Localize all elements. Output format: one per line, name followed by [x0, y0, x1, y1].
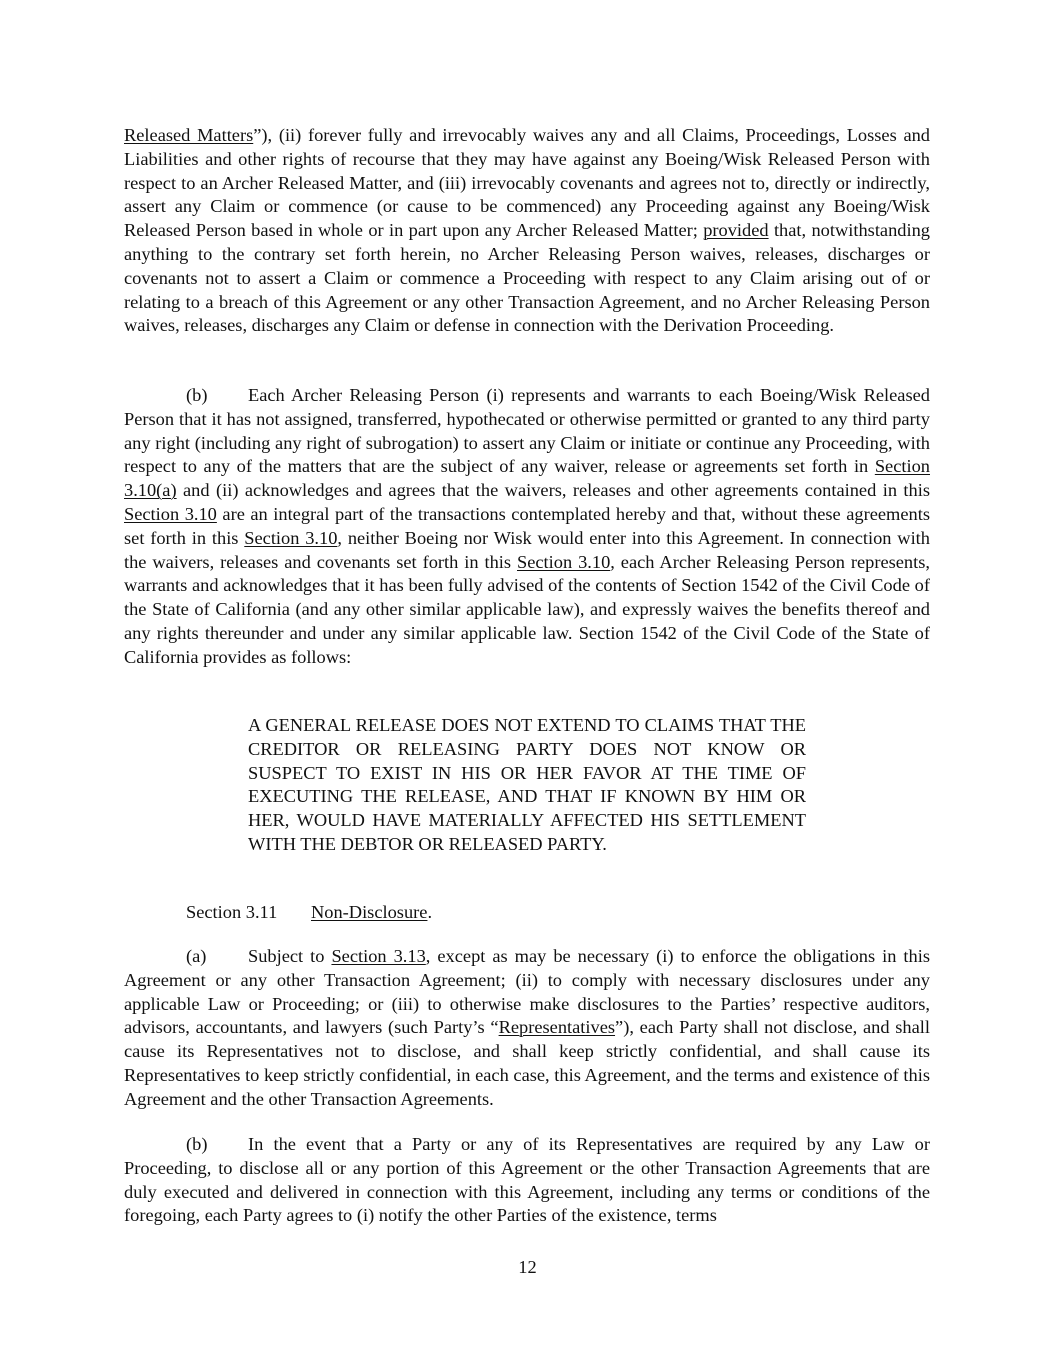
section-reference: Section 3.10	[124, 503, 217, 524]
civil-code-1542-quote: A GENERAL RELEASE DOES NOT EXTEND TO CLAIMS THAT THE CREDITOR OR RELEASING PARTY DOES NOT KNOW OR SUSPECT TO EXIST IN HIS OR HER FAVOR AT THE TIME OF EXECUTING THE RELEASE, AND THAT IF KNOWN BY HIM OR HER, WOULD HAVE MATERIALLY AFFECTED HIS SETTLEMENT WITH THE DEBTOR OR RELEASED PARTY.	[248, 715, 806, 854]
section-reference: Section 3.13	[331, 946, 426, 966]
paragraph-3-11-b: (b) In the event that a Party or any of its Representatives are required by any Law or Proceeding, to disclose all or any portion of this Agreement or the other Transaction Agreements that are duly executed and delivered in connection with this Agreement, including any terms or conditions of the foregoing, each Party agrees to (i) notify the other Parties of the existence, terms	[124, 1134, 930, 1226]
defined-term-representatives: Representatives	[498, 1017, 616, 1038]
section-reference: Section 3.10(a)	[124, 456, 930, 501]
page-number: 12	[518, 1257, 537, 1277]
clause-label: (b)	[186, 1134, 208, 1154]
section-reference: Section 3.10	[517, 551, 611, 572]
defined-term-released-matters: Released Matters	[124, 125, 254, 145]
section-heading: Section 3.11 Non-Disclosure.	[186, 901, 432, 925]
section-reference: Section 3.10	[244, 527, 338, 548]
paragraph-release-continued: Released Matters”), (ii) forever fully and irrevocably waives any and all Claims, Proceedings, Losses and Liabilities and other rights of recourse that they may have against any Boeing/Wisk Released Person with respect to an Archer Released Matter, and (iii) irrevocably covenants and agrees not to, directly or indirectly, assert any Claim or commence (or cause to be commenced) any Proceeding against any Boeing/Wisk Released Person based in whole or in part upon any Archer Released Matter; provided that, notwithstanding anything to the contrary set forth herein, no Archer Releasing Person waives, releases, discharges or covenants not to assert a Claim or commence a Proceeding with respect to any Claim arising out of or relating to a breach of this Agreement or any other Transaction Agreement, and no Archer Releasing Person waives, releases, discharges any Claim or defense in connection with the Derivation Proceeding.	[124, 125, 930, 336]
term-provided: provided	[703, 220, 769, 241]
section-number: Section 3.11	[186, 902, 278, 922]
clause-label: (a)	[186, 946, 207, 966]
clause-label: (b)	[186, 385, 208, 405]
paragraph-3-11-a: (a) Subject to Section 3.13, except as may be necessary (i) to enforce the obligations in this Agreement or any other Transaction Agreement; (ii) to comply with necessary disclosures under any applicable Law or Proceeding; or (iii) to otherwise make disclosures to the Parties’ respective auditors, advisors, accountants, and lawyers (such Party’s “Representatives”), each Party shall not disclose, and shall cause its Representatives not to disclose, and shall keep strictly confidential, and shall cause its Representatives to keep strictly confidential, in each case, this Agreement, and the terms and existence of this Agreement and the other Transaction Agreements.	[124, 946, 930, 1109]
paragraph-3-10-b: (b) Each Archer Releasing Person (i) represents and warrants to each Boeing/Wisk Released Person that it has not assigned, transferred, hypothecated or otherwise permitted or granted to any third party any right (including any right of subrogation) to assert any Claim or initiate or continue any Proceeding, with respect to any of the matters that are the subject of any waiver, release or agreements set forth in Section 3.10(a) and (ii) acknowledges and agrees that the waivers, releases and other agreements contained in this Section 3.10 are an integral part of the transactions contemplated hereby and that, without these agreements set forth in this Section 3.10, neither Boeing nor Wisk would enter into this Agreement. In connection with the waivers, releases and covenants set forth in this Section 3.10, each Archer Releasing Person represents, warrants and acknowledges that it has been fully advised of the contents of Section 1542 of the Civil Code of the State of California (and any other similar applicable law), and expressly waives the benefits thereof and any rights thereunder and under any similar applicable law. Section 1542 of the Civil Code of the State of California provides as follows:	[124, 385, 930, 667]
section-title: Non-Disclosure	[311, 902, 428, 922]
